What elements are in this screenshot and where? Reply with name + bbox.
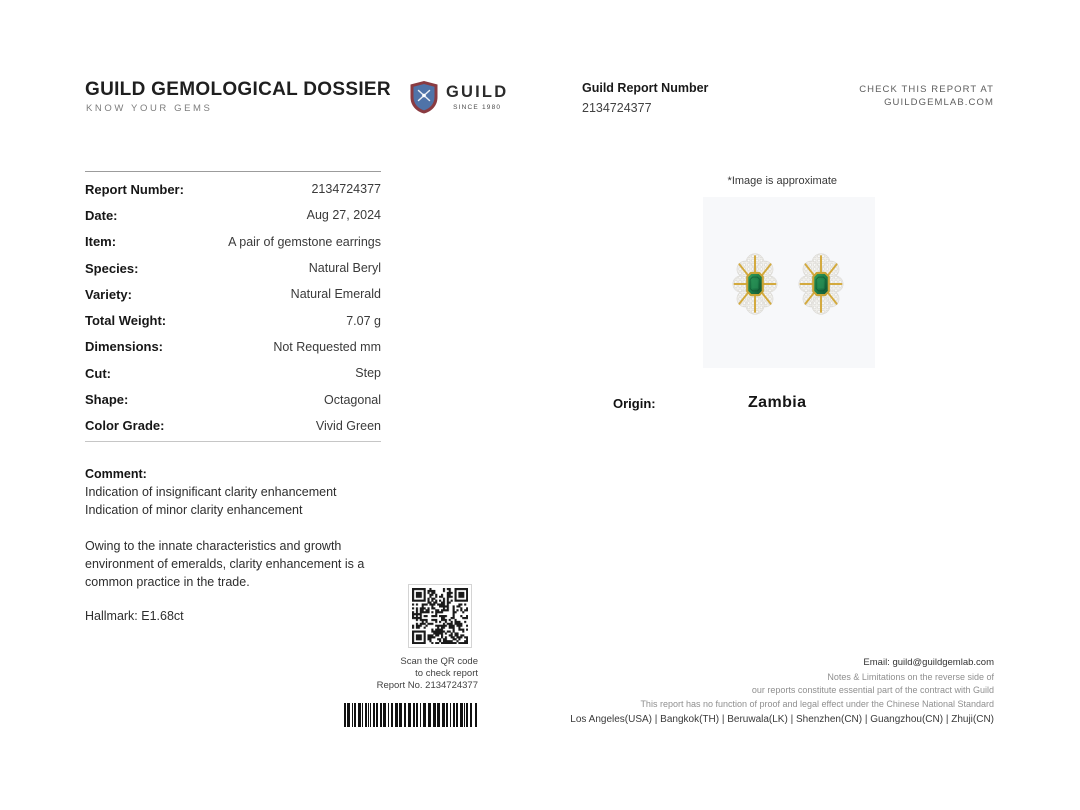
field-label: Dimensions: — [85, 339, 164, 355]
guild-logo — [409, 80, 508, 119]
footer-locations: Los Angeles(USA) | Bangkok(TH) | Beruwala(LK) | Shenzhen(CN) | Guangzhou(CN) | Zhuji(CN) — [570, 713, 994, 725]
barcode — [344, 703, 477, 732]
earrings-illustration — [703, 197, 875, 368]
field-label: Date: — [85, 207, 118, 223]
page-tagline: KNOW YOUR GEMS — [86, 103, 213, 114]
check-report-line2: GUILDGEMLAB.COM — [884, 97, 994, 108]
logo-wordmark — [446, 83, 508, 111]
logo-name: GUILD — [446, 83, 509, 101]
origin-value: Zambia — [748, 394, 807, 411]
footer-email: Email: guild@guildgemlab.com — [863, 657, 994, 668]
comment-paragraph-line: environment of emeralds, clarity enhancement is a — [85, 557, 365, 571]
comment-line: Indication of minor clarity enhancement — [85, 503, 303, 517]
field-value: Vivid Green — [315, 418, 381, 433]
qr-caption-line3: Report No. 2134724377 — [376, 679, 478, 691]
field-value: Step — [355, 366, 381, 381]
field-row — [85, 307, 381, 333]
field-label: Cut: — [85, 365, 111, 381]
field-label: Shape: — [85, 392, 129, 408]
qr-code — [408, 584, 472, 648]
field-row — [85, 229, 381, 255]
comment-line: Indication of insignificant clarity enhancement — [85, 485, 337, 499]
field-label: Total Weight: — [85, 313, 167, 329]
footer-note-line: Notes & Limitations on the reverse side of — [827, 672, 994, 682]
field-row — [85, 202, 381, 228]
page-title: GUILD GEMOLOGICAL DOSSIER — [85, 79, 391, 100]
qr-caption — [340, 656, 478, 691]
gem-attributes-table — [85, 171, 381, 442]
comment-heading: Comment: — [85, 467, 147, 481]
earrings-photo — [703, 197, 875, 368]
field-row — [85, 386, 381, 412]
spacer — [85, 591, 415, 607]
field-label: Item: — [85, 234, 117, 250]
field-value: A pair of gemstone earrings — [228, 234, 381, 249]
qr-caption-line1: Scan the QR code — [400, 656, 478, 667]
field-label: Color Grade: — [85, 418, 165, 434]
report-number-block — [582, 81, 708, 115]
field-value: Natural Beryl — [308, 261, 381, 276]
comment-paragraph — [85, 537, 415, 591]
field-row — [85, 176, 381, 202]
origin-label: Origin: — [613, 396, 656, 411]
field-row — [85, 334, 381, 360]
comment-paragraph-line: common practice in the trade. — [85, 575, 250, 589]
qr-caption-line2: to check report — [415, 667, 478, 679]
comment-paragraph-line: Owing to the innate characteristics and growth — [85, 539, 342, 553]
comment-section — [85, 465, 415, 625]
field-label: Species: — [85, 260, 139, 276]
field-value: Aug 27, 2024 — [306, 208, 381, 223]
field-value: 7.07 g — [346, 313, 381, 328]
field-value: Natural Emerald — [290, 287, 381, 302]
comment-lines — [85, 483, 415, 519]
report-number-value: 2134724377 — [582, 101, 652, 115]
spacer — [85, 519, 415, 537]
footer-note-line: our reports constitute essential part of the contract with Guild — [751, 685, 994, 696]
footer-note-line: This report has no function of proof and legal effect under the Chinese National Standard — [640, 698, 994, 709]
field-value: 2134724377 — [311, 182, 381, 197]
field-row — [85, 255, 381, 281]
hallmark-line: Hallmark: E1.68ct — [85, 609, 184, 623]
image-approximate-note: *Image is approximate — [727, 175, 837, 187]
field-label: Report Number: — [85, 181, 184, 197]
field-label: Variety: — [85, 286, 132, 302]
field-value: Not Requested mm — [273, 339, 381, 354]
report-number-label: Guild Report Number — [582, 81, 709, 95]
footer — [570, 657, 994, 725]
check-report-block — [859, 83, 994, 109]
check-report-line1: CHECK THIS REPORT AT — [859, 84, 994, 95]
field-value: Octagonal — [324, 392, 381, 407]
field-row — [85, 360, 381, 386]
footer-notes — [570, 671, 994, 711]
logo-since: SINCE 1980 — [453, 104, 502, 111]
guild-shield-icon — [409, 80, 439, 119]
field-row — [85, 413, 381, 439]
field-row — [85, 281, 381, 307]
